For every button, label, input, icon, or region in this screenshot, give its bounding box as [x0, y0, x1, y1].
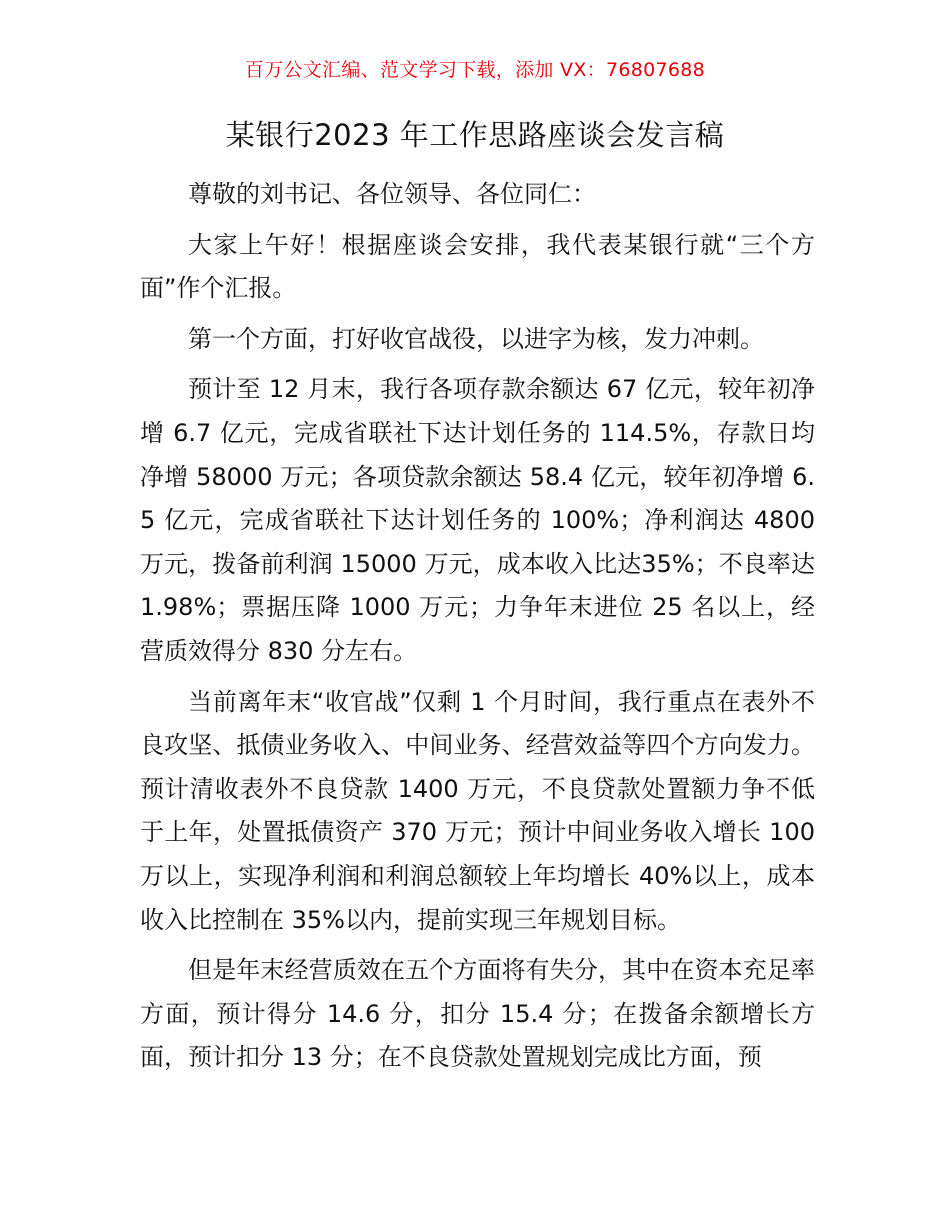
paragraph-section-one-heading: 第一个方面，打好收官战役，以进字为核，发力冲刺。: [188, 324, 764, 353]
paragraph-greeting: 大家上午好！根据座谈会安排，我代表某银行就“三个方面”作个汇报。: [140, 230, 815, 303]
document-title: 某银行2023 年工作思路座谈会发言稿: [225, 118, 725, 152]
paragraph-forecast-figures: 预计至 12 月末，我行各项存款余额达 67 亿元，较年初净增 6.7 亿元，完成省联社下达计划任务的 114.5%，存款日均净增 58000 万元；各项贷款余额达 58.4 亿元，较年初净增 6.5 亿元，完成省联社下达计划任务的 100%；净利润达 4800 万元，拨备前利润 15000 万元，成本收入比达35%；不良率达 1.98%；票据压降 1000 万元；力争年末进位 25 名以上，经营质效得分 830 分左右。: [140, 375, 815, 665]
paragraph-salutation: 尊敬的刘书记、各位领导、各位同仁：: [188, 180, 596, 208]
paragraph-final-month-focus: 当前离年末“收官战”仅剩 1 个月时间，我行重点在表外不良攻坚、抵债业务收入、中间业务、经营效益等四个方向发力。预计清收表外不良贷款 1400 万元，不良贷款处置额力争不低于上年，处置抵债资产 370 万元；预计中间业务收入增长 100 万以上，实现净利润和利润总额较上年均增长 40%以上，成本收入比控制在 35%以内，提前实现三年规划目标。: [140, 687, 815, 934]
document-body: [140, 173, 815, 1087]
paragraph-score-losses: 但是年末经营质效在五个方面将有失分，其中在资本充足率方面，预计得分 14.6 分，扣分 15.4 分；在拨备余额增长方面，预计扣分 13 分；在不良贷款处置规划完成比方面，预: [140, 956, 815, 1072]
header-download-note: 百万公文汇编、范文学习下载，添加 VX：76807688: [244, 59, 706, 81]
